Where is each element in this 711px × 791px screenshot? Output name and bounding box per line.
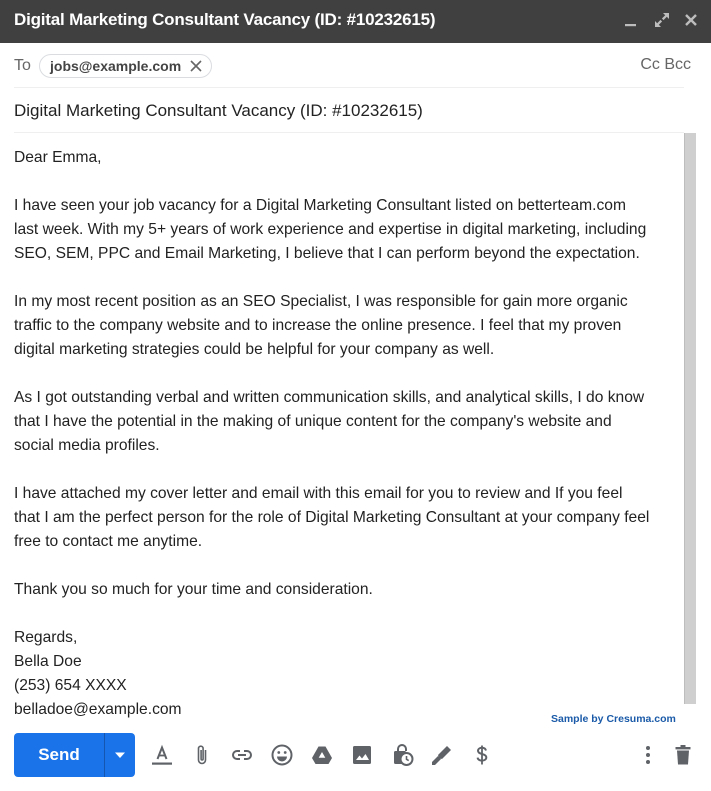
close-button[interactable] [679,8,703,32]
send-button-group [14,733,135,777]
formatting-button[interactable] [150,743,174,767]
divider [14,87,684,88]
money-icon [470,743,494,767]
minimize-button[interactable] [619,8,643,32]
expand-icon [650,8,674,32]
attach-button[interactable] [190,743,214,767]
more-options-icon [636,743,660,767]
message-body[interactable] [14,146,682,722]
discard-draft-button[interactable] [671,743,695,767]
drive-icon [310,743,334,767]
photo-icon [350,743,374,767]
paragraph-3: As I got outstanding verbal and written communication skills, and analytical skills, I do know that I have the potential in the making of unique content for the company's website and social media profiles. [14,389,645,454]
send-button[interactable]: Send [14,733,105,777]
signer-email: belladoe@example.com [14,701,182,718]
caret-down-icon [114,751,126,759]
more-options-button[interactable] [636,743,660,767]
minimize-icon [619,8,643,32]
signature [14,626,682,722]
drive-button[interactable] [310,743,334,767]
discard-icon [671,743,695,767]
cc-bcc-links [640,56,691,74]
thanks-line: Thank you so much for your time and consideration. [14,581,373,598]
confidential-mode-button[interactable] [390,743,414,767]
confidential-icon [390,743,414,767]
greeting: Dear Emma, [14,149,102,166]
closing: Regards, [14,629,78,646]
recipient-email: jobs@example.com [50,58,182,74]
signature-button[interactable] [430,743,454,767]
recipient-chip[interactable] [39,54,212,78]
send-money-button[interactable] [470,743,494,767]
signature-icon [430,743,454,767]
watermark: Sample by Cresuma.com [551,713,676,725]
attach-icon [190,743,214,767]
emoji-button[interactable] [270,743,294,767]
signer-name: Bella Doe [14,653,82,670]
scrollbar[interactable] [684,133,696,704]
link-button[interactable] [230,743,254,767]
window-title: Digital Marketing Consultant Vacancy (ID: #10232615) [14,10,436,29]
compose-titlebar [0,0,711,43]
paragraph-4: I have attached my cover letter and email with this email for you to review and If you feel that I am the perfect person for the role of Digital Marketing Consultant at your company feel free to contact me anytime. [14,485,650,550]
link-icon [230,743,254,767]
remove-recipient-icon[interactable] [189,59,203,73]
paragraph-1: I have seen your job vacancy for a Digital Marketing Consultant listed on betterteam.com last week. With my 5+ years of work experience and expertise in digital marketing, including SEO, SEM, PPC and Email Marketing, I believe that I can perform beyond the expectation. [14,197,647,262]
expand-button[interactable] [650,8,674,32]
divider [14,132,684,133]
formatting-icon [150,743,174,767]
cc-link[interactable]: Cc [640,56,660,73]
emoji-icon [270,743,294,767]
to-row[interactable] [0,43,696,87]
subject-field[interactable]: Digital Marketing Consultant Vacancy (ID: #10232615) [14,101,423,120]
bcc-link[interactable]: Bcc [664,56,691,73]
send-options-button[interactable] [105,733,135,777]
to-label: To [14,57,31,74]
insert-photo-button[interactable] [350,743,374,767]
paragraph-2: In my most recent position as an SEO Specialist, I was responsible for gain more organic traffic to the company website and to increase the online presence. I feel that my proven digital marketing strategies could be helpful for your company as well. [14,293,628,358]
signer-phone: (253) 654 XXXX [14,677,127,694]
close-icon [679,8,703,32]
